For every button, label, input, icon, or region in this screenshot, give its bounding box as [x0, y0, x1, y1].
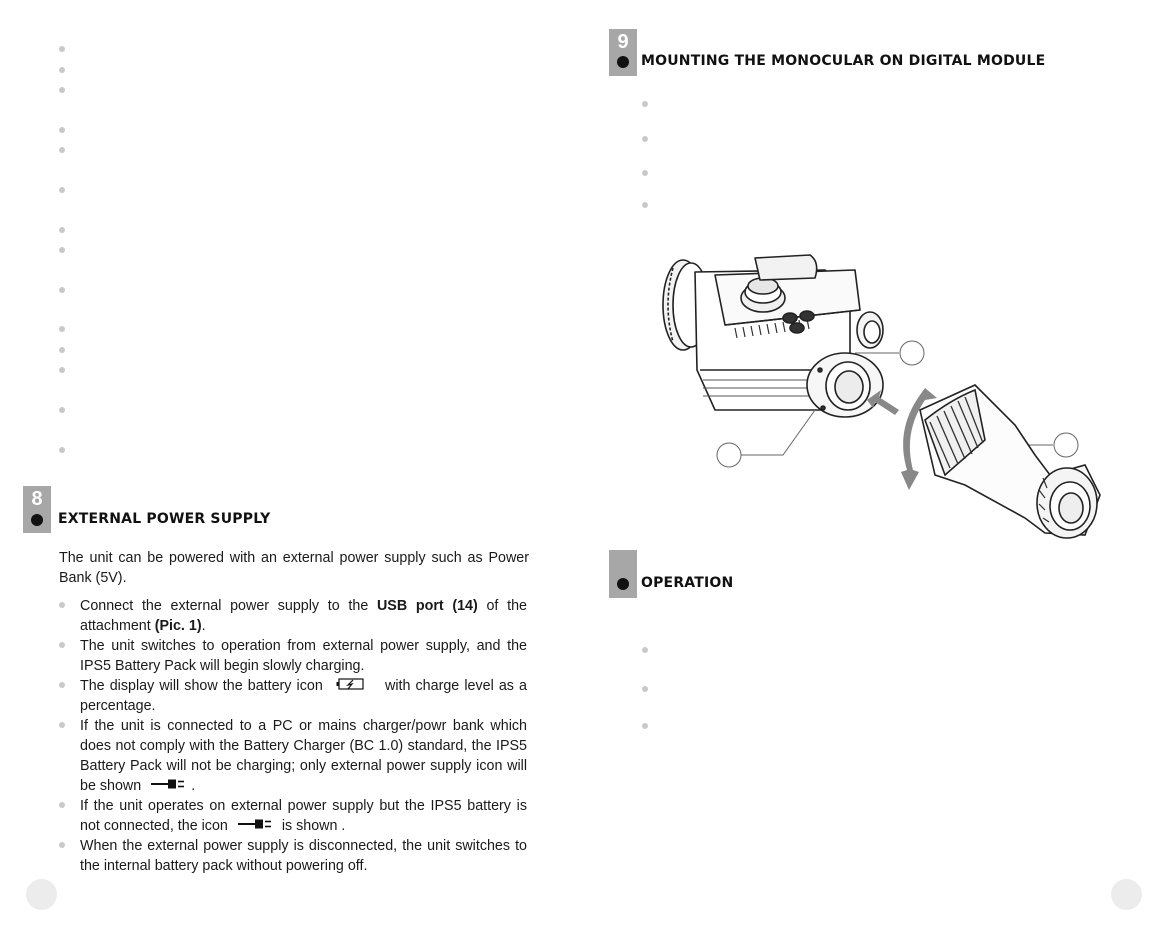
external-power-icon — [238, 816, 272, 836]
section-dot-icon — [31, 514, 43, 526]
section-dot-icon — [617, 56, 629, 68]
list-bullet — [642, 101, 648, 107]
list-item: If the unit operates on external power supply but the IPS5 battery is not connected, the icon is shown . — [80, 796, 527, 836]
list-bullet — [59, 46, 65, 52]
list-bullet — [59, 187, 65, 193]
list-bullet — [59, 842, 65, 848]
section-number-badge — [609, 550, 637, 598]
list-bullet — [642, 686, 648, 692]
page-number-circle — [1111, 879, 1142, 910]
section-title: OPERATION — [641, 575, 734, 591]
section-title: EXTERNAL POWER SUPPLY — [58, 511, 271, 527]
section-number: 8 — [31, 488, 43, 510]
list-bullet — [59, 407, 65, 413]
list-item: The unit switches to operation from external power supply, and the IPS5 Battery Pack will begin slowly charging. — [80, 638, 527, 674]
list-bullet — [59, 287, 65, 293]
list-bullet — [59, 127, 65, 133]
list-bullet — [59, 802, 65, 808]
section-number: 9 — [617, 31, 629, 53]
list-item: The display will show the battery icon with charge level as a percentage. — [80, 678, 527, 715]
list-item: If the unit is connected to a PC or mains charger/powr bank which does not comply with the Battery Charger (BC 1.0) standard, the IPS5 Battery Pack will not be charging; only external power supply icon will be shown . — [80, 716, 527, 796]
list-bullet — [642, 647, 648, 653]
list-item: When the external power supply is disconnected, the unit switches to the internal battery pack without powering off. — [80, 838, 527, 874]
list-bullet — [642, 202, 648, 208]
list-bullet — [59, 227, 65, 233]
list-bullet — [642, 723, 648, 729]
list-bullet — [59, 326, 65, 332]
monocular-mounting-illustration — [655, 250, 1115, 545]
list-bullet — [642, 136, 648, 142]
page-number-circle — [26, 879, 57, 910]
list-bullet — [59, 602, 65, 608]
intro-paragraph: The unit can be powered with an external power supply such as Power Bank (5V). — [59, 550, 529, 586]
list-bullet — [59, 722, 65, 728]
list-bullet — [59, 147, 65, 153]
list-bullet — [59, 67, 65, 73]
list-bullet — [59, 87, 65, 93]
section-dot-icon — [617, 578, 629, 590]
section-title: MOUNTING THE MONOCULAR ON DIGITAL MODULE — [641, 53, 1046, 69]
list-bullet — [59, 347, 65, 353]
external-power-icon — [151, 776, 185, 796]
battery-charging-icon — [336, 676, 366, 696]
list-bullet — [59, 247, 65, 253]
list-item: Connect the external power supply to the USB port (14) of the attachment (Pic. 1). — [80, 598, 527, 634]
list-bullet — [59, 682, 65, 688]
section-number-badge — [609, 29, 637, 76]
list-bullet — [642, 170, 648, 176]
list-bullet — [59, 642, 65, 648]
list-bullet — [59, 447, 65, 453]
list-bullet — [59, 367, 65, 373]
